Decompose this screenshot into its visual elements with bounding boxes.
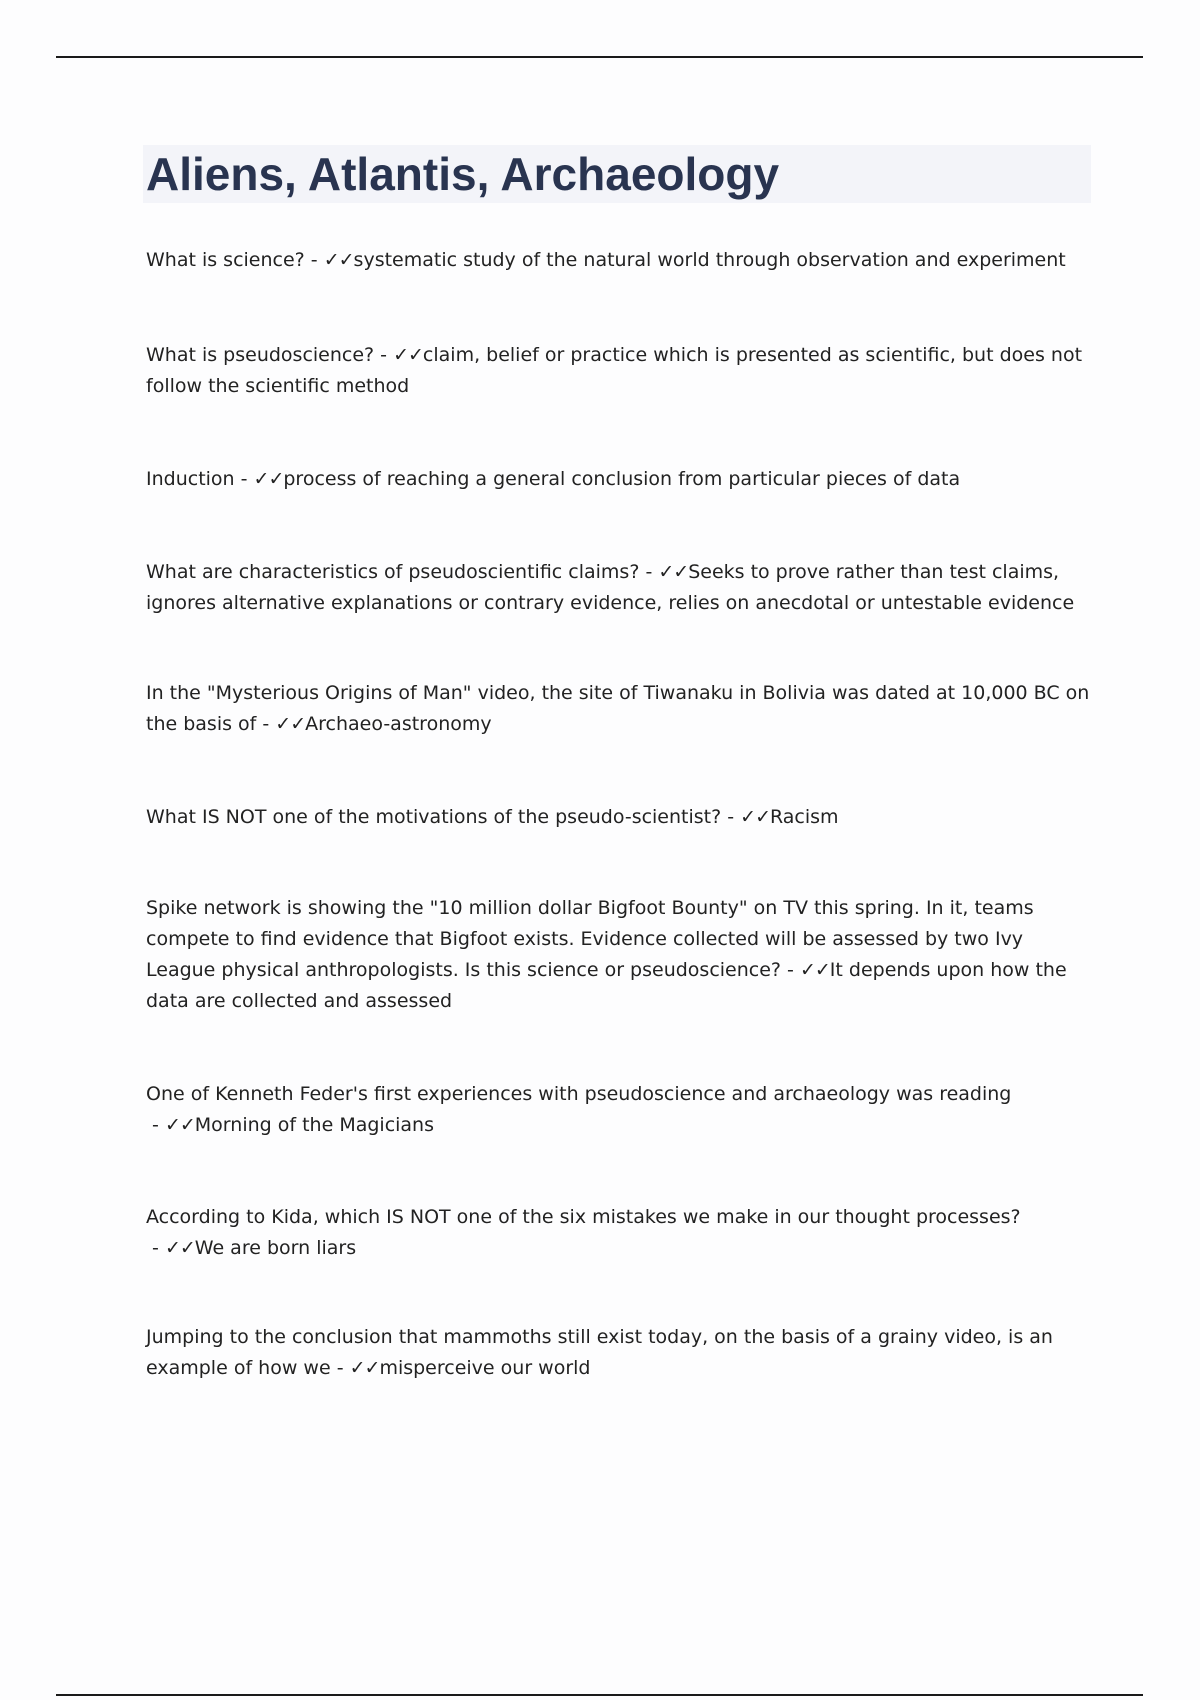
document-title: Aliens, Atlantis, Archaeology xyxy=(146,148,780,200)
separator: - xyxy=(256,713,276,735)
qa-item-3 xyxy=(146,464,1090,495)
qa-item-7 xyxy=(146,893,1090,1017)
answer: We are born liars xyxy=(194,1237,357,1259)
separator: - xyxy=(304,249,324,271)
separator: - xyxy=(234,468,254,490)
check-mark-icon: ✓✓ xyxy=(799,959,830,981)
qa-item-2 xyxy=(146,340,1090,402)
separator: - xyxy=(781,959,800,981)
qa-item-6 xyxy=(146,802,1090,833)
answer: claim, belief or practice which is presented as scientific, but does not follow the scientific method xyxy=(146,344,1083,397)
separator: - xyxy=(639,561,659,583)
question: Jumping to the conclusion that mammoths still exist today, on the basis of a grainy video, is an example of how we xyxy=(146,1326,1053,1379)
check-mark-icon: ✓✓ xyxy=(164,1114,195,1136)
answer: Morning of the Magicians xyxy=(194,1114,434,1136)
separator: - xyxy=(721,806,741,828)
question: Spike network is showing the "10 million dollar Bigfoot Bounty" on TV this spring. In it, teams compete to find evidence that Bigfoot exists. Evidence collected will be assessed by two Ivy League physical anthropologists. Is this science or pseudoscience? xyxy=(146,897,1034,981)
answer: process of reaching a general conclusion from particular pieces of data xyxy=(283,468,961,490)
answer: Racism xyxy=(770,806,839,828)
bottom-rule xyxy=(56,1694,1143,1696)
check-mark-icon: ✓✓ xyxy=(253,468,284,490)
question: In the "Mysterious Origins of Man" video, the site of Tiwanaku in Bolivia was dated at 10,000 BC on the basis of xyxy=(146,682,1090,735)
qa-item-9 xyxy=(146,1202,1090,1264)
qa-item-1 xyxy=(146,245,1090,276)
question: What is pseudoscience? xyxy=(146,344,375,366)
separator: - xyxy=(330,1357,350,1379)
question: According to Kida, which IS NOT one of the six mistakes we make in our thought processes? xyxy=(146,1206,1021,1228)
check-mark-icon: ✓✓ xyxy=(275,713,306,735)
check-mark-icon: ✓✓ xyxy=(349,1357,380,1379)
question: One of Kenneth Feder's first experiences with pseudoscience and archaeology was reading xyxy=(146,1083,1012,1105)
question: Induction xyxy=(146,468,235,490)
top-rule xyxy=(56,56,1143,58)
question: What IS NOT one of the motivations of the pseudo-scientist? xyxy=(146,806,722,828)
check-mark-icon: ✓✓ xyxy=(658,561,689,583)
separator: - xyxy=(374,344,394,366)
check-mark-icon: ✓✓ xyxy=(740,806,770,828)
qa-item-8 xyxy=(146,1079,1090,1141)
answer: systematic study of the natural world through observation and experiment xyxy=(353,249,1066,271)
check-mark-icon: ✓✓ xyxy=(393,344,423,366)
qa-item-4 xyxy=(146,557,1090,619)
separator: - xyxy=(146,1237,165,1259)
check-mark-icon: ✓✓ xyxy=(323,249,354,271)
answer: Seeks to prove rather than test claims, ignores alternative explanations or contrary evidence, relies on anecdotal or untestable evidence xyxy=(146,561,1075,614)
answer: misperceive our world xyxy=(379,1357,591,1379)
question: What are characteristics of pseudoscientific claims? xyxy=(146,561,640,583)
answer: Archaeo-astronomy xyxy=(305,713,492,735)
qa-item-5 xyxy=(146,678,1090,740)
qa-item-10 xyxy=(146,1322,1090,1384)
separator: - xyxy=(146,1114,165,1136)
answer: It depends upon how the data are collected and assessed xyxy=(146,959,1067,1012)
check-mark-icon: ✓✓ xyxy=(164,1237,195,1259)
question: What is science? xyxy=(146,249,305,271)
